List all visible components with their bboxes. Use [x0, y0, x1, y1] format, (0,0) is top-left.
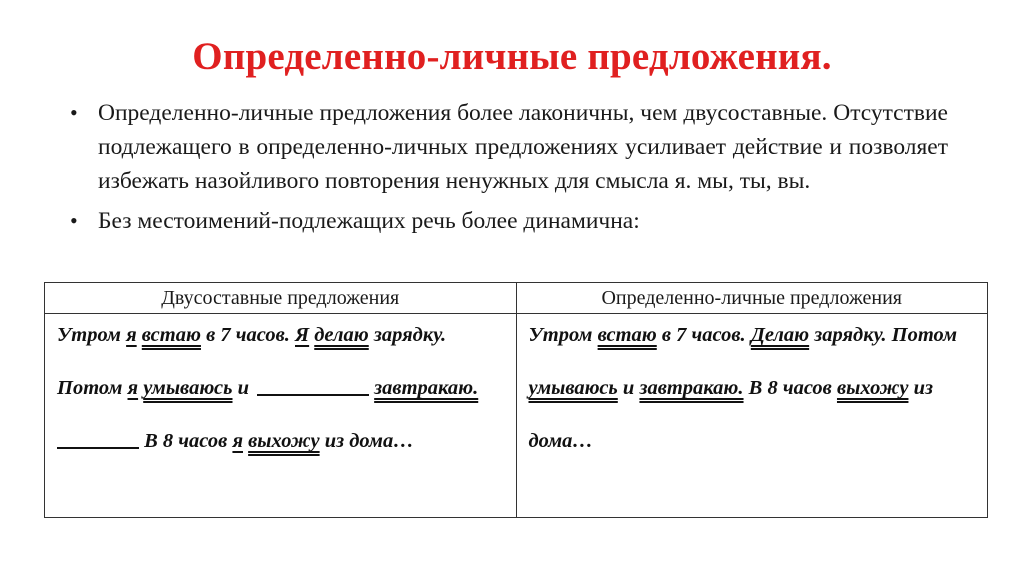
predicate-word: встаю — [597, 324, 657, 346]
bullet-list — [68, 96, 948, 238]
table-row — [45, 314, 988, 518]
subject-word: я — [127, 377, 139, 399]
blank-subject-line — [57, 427, 139, 449]
word: в 7 часов. — [206, 324, 290, 346]
cell-two-part-example — [45, 314, 517, 518]
word: в 7 часов. — [661, 324, 746, 346]
header-two-part-sentences: Двусоставные предложения — [45, 283, 517, 314]
predicate-word: выхожу — [836, 377, 909, 399]
word: и — [237, 377, 250, 399]
predicate-word: выхожу — [248, 430, 320, 452]
comparison-table — [44, 282, 988, 518]
bullet-item-1 — [68, 96, 948, 198]
bullet-item-2 — [68, 204, 948, 238]
predicate-word: Делаю — [750, 324, 810, 346]
predicate-word: встаю — [141, 324, 201, 346]
bullet-dot-icon: • — [70, 208, 78, 233]
word: В 8 часов — [144, 430, 228, 452]
predicate-word: завтракаю. — [374, 377, 479, 399]
predicate-word: умываюсь — [528, 377, 618, 399]
word: зарядку. Потом — [57, 324, 447, 399]
cell-definite-personal-example — [516, 314, 988, 518]
slide-title: Определенно-личные предложения. — [192, 35, 832, 78]
bullet-dot-icon: • — [70, 100, 78, 125]
blank-subject-line — [257, 374, 369, 396]
word: В 8 часов — [748, 377, 832, 399]
word: из — [324, 430, 345, 452]
predicate-word: делаю — [314, 324, 369, 346]
word: Потом — [891, 324, 958, 346]
word: из дома… — [528, 377, 933, 452]
subject-word: Я — [295, 324, 310, 346]
word: зарядку. — [814, 324, 887, 346]
word: Утром — [57, 324, 121, 346]
word: Утром — [528, 324, 593, 346]
definite-personal-example-text — [529, 309, 978, 468]
header-definite-personal-sentences: Определенно-личные предложения — [516, 283, 988, 314]
two-part-example-text — [57, 309, 506, 468]
subject-word: я — [126, 324, 137, 346]
predicate-word: умываюсь — [143, 377, 233, 399]
bullet-text-1: Определенно-личные предложения более лаконичны, чем двусоставные. Отсутствие подлежащего в определенно-личных предложениях усиливает действие и позволяет избежать назойливого повторения ненужных для смысла я. мы, ты, вы. — [98, 100, 948, 194]
bullet-text-2: Без местоимений-подлежащих речь более динамична: — [98, 208, 640, 234]
word: дома… — [349, 430, 414, 452]
subject-word: я — [232, 430, 243, 452]
word: и — [622, 377, 635, 399]
predicate-word: завтракаю. — [639, 377, 744, 399]
